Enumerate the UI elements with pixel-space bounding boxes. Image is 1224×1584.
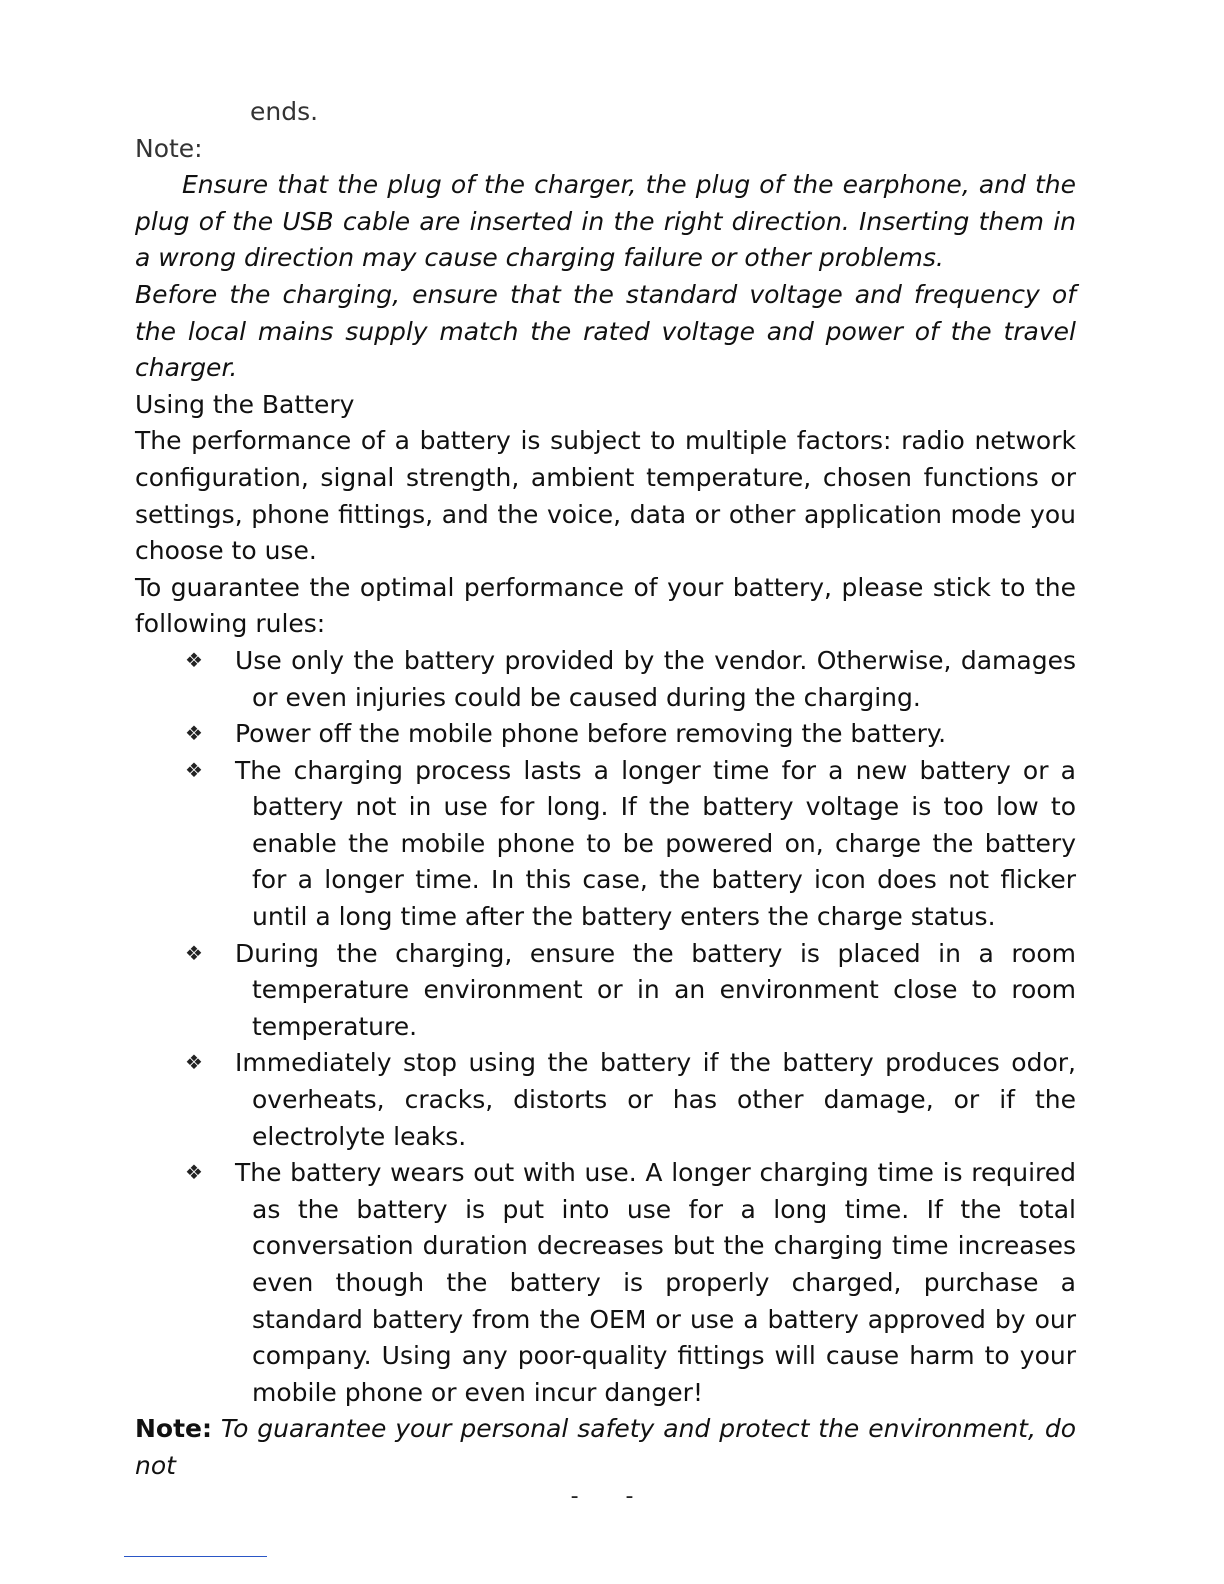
safety-note-label: Note: [135,1414,213,1444]
note-paragraph-plugs: Ensure that the plug of the charger, the plug of the earphone, and the plug of the USB cable are inserted in the right direction. Inserting them in a wrong direction may cause charging failure or other problems. [135,170,1076,273]
list-item [135,936,1076,1046]
battery-performance-paragraph: The performance of a battery is subject to multiple factors: radio network configuration, signal strength, ambient temperature, chosen functions or settings, phone fittings, and the voice, data or other application mode you choose to use. [135,426,1076,566]
footer-divider [124,1556,267,1557]
list-item-text: Immediately stop using the battery if the battery produces odor, overheats, cracks, distorts or has other damage, or if the electrolyte leaks. [235,1048,1076,1151]
section-heading: Using the Battery [135,389,355,419]
list-item [135,753,1076,936]
diamond-bullet-icon: ❖ [185,1050,203,1075]
list-item-text: The charging process lasts a longer time for a new battery or a battery not in use for long. If the battery voltage is too low to enable the mobile phone to be powered on, charge the battery for a longer time. In this case, the battery icon does not flicker until a long time after the battery enters the charge status. [235,755,1076,932]
safety-note-text: To guarantee your personal safety and protect the environment, do not [135,1414,1076,1480]
diamond-bullet-icon: ❖ [185,1160,203,1185]
list-item-text: Use only the battery provided by the vendor. Otherwise, damages or even injuries could be caused during the charging. [235,645,1076,712]
note-paragraph-voltage: Before the charging, ensure that the standard voltage and frequency of the local mains supply match the rated voltage and power of the travel charger. [135,279,1076,383]
list-item [135,1045,1076,1155]
list-item-text: The battery wears out with use. A longer charging time is required as the battery is put into use for a long time. If the total conversation duration decreases but the charging time increases even though the battery is properly charged, purchase a standard battery from the OEM or use a battery approved by our company. Using any poor-quality fittings will cause harm to your mobile phone or even incur danger! [235,1158,1076,1407]
diamond-bullet-icon: ❖ [185,647,203,672]
list-item [135,643,1076,716]
continuation-text: ends. [250,97,319,126]
note-label: Note: [135,133,203,163]
list-item [135,716,1076,753]
diamond-bullet-icon: ❖ [185,940,203,965]
document-page [135,94,1076,1485]
battery-rules-list [135,643,1076,1411]
diamond-bullet-icon: ❖ [185,757,203,782]
safety-note [135,1411,1076,1484]
list-item-text: During the charging, ensure the battery is placed in a room temperature environment or in an environment close to room temperature. [235,938,1076,1041]
list-item [135,1155,1076,1411]
page-number: - - [570,1484,654,1509]
rules-intro-paragraph: To guarantee the optimal performance of your battery, please stick to the following rules: [135,572,1076,639]
diamond-bullet-icon: ❖ [185,721,203,746]
list-item-text: Power off the mobile phone before removing the battery. [235,719,947,749]
